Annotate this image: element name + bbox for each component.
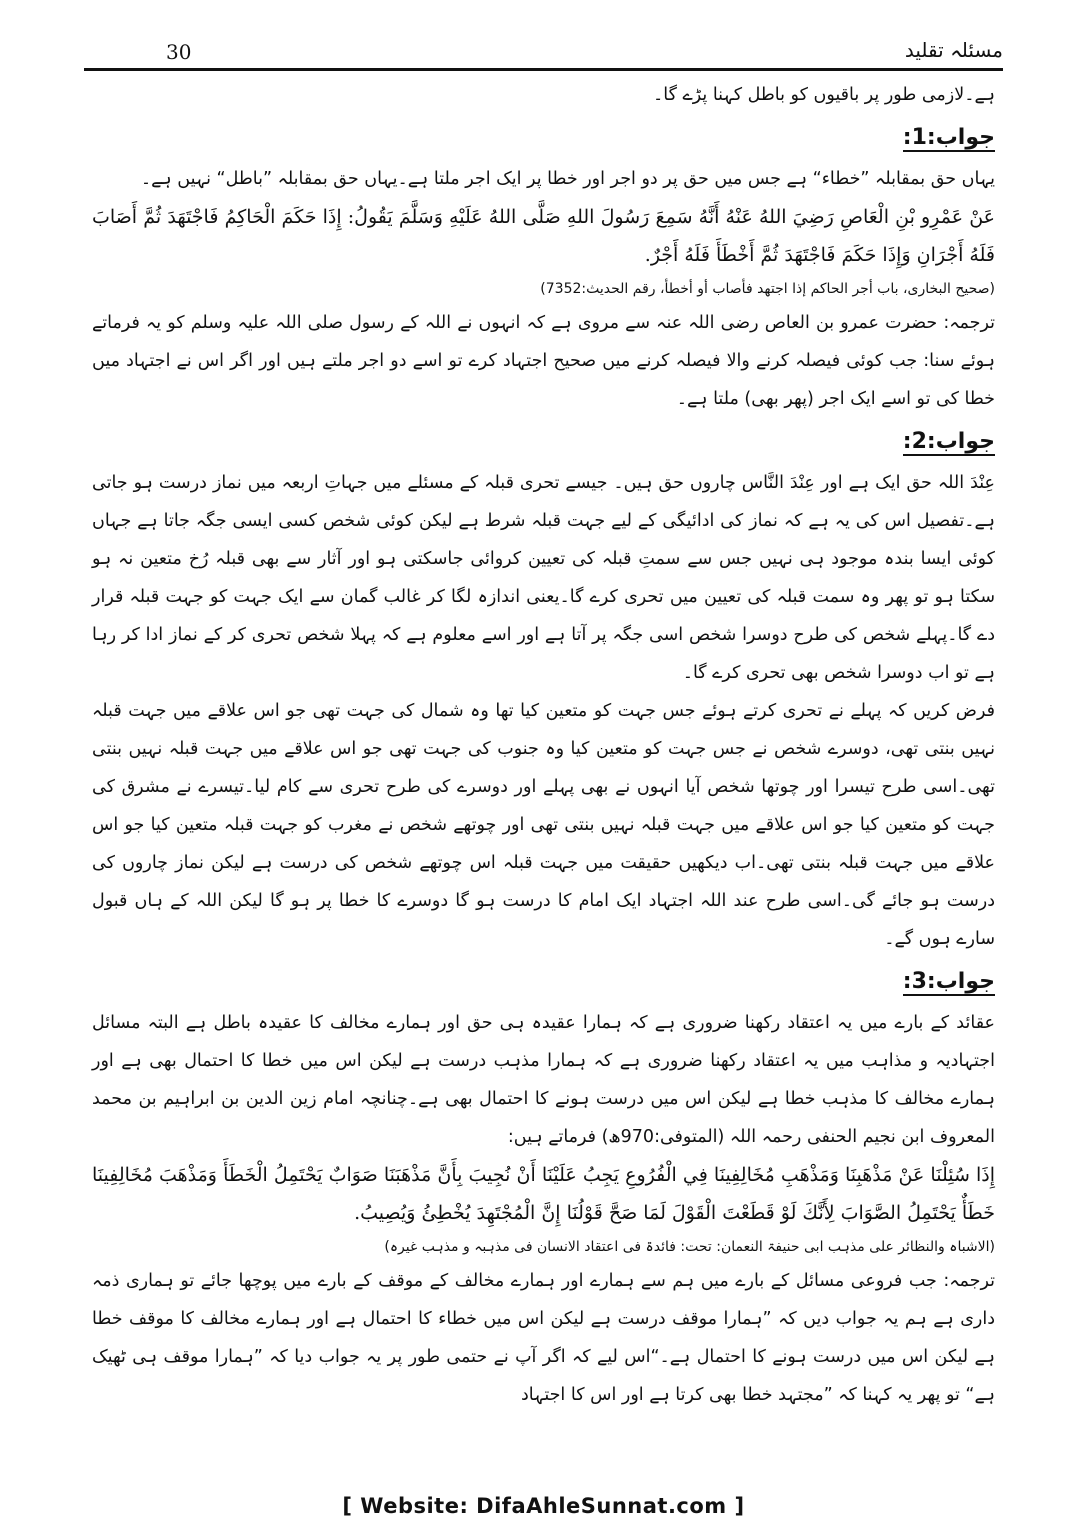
answer2-heading-text: جواب:2:	[902, 429, 995, 454]
translation-label: ترجمہ:	[943, 313, 995, 333]
answer2-paragraph-1: عِنْدَ اللہ حق ایک ہے اور عِنْدَ النَّاس چاروں حق ہیں۔ جیسے تحری قبلہ کے مسئلے میں جہاتِ اربعہ میں نماز درست ہو جاتی ہے۔تفصیل اس کی یہ ہے کہ نماز کی ادائیگی کے لیے جہت قبلہ شرط ہے لیکن کوئی شخص کسی ایسی جگہ جاتا ہے جہاں کوئی ایسا بندہ موجود ہی نہیں جس سے سمتِ قبلہ کی تعیین کروائی جاسکتی ہو اور آثار سے بھی قبلہ رُخ متعین نہ ہو سکتا ہو تو پھر وہ سمت قبلہ کی تعیین میں تحری کرے گا۔یعنی اندازہ لگا کر غالب گمان سے ایک جہت کو جہت قبلہ قرار دے گا۔پہلے شخص کی طرح دوسرا شخص اسی جگہ پر آتا ہے اور اسے معلوم ہے کہ پہلا شخص تحری کر کے نماز ادا کر رہا ہے تو اب دوسرا شخص بھی تحری کرے گا۔	[92, 473, 995, 683]
answer3-heading-text: جواب:3:	[902, 969, 995, 994]
page-number: 30	[166, 40, 192, 64]
page-body	[92, 76, 995, 1414]
answer1-paragraph: یہاں حق بمقابلہ ”خطاء“ ہے جس میں حق پر دو اجر اور خطا پر ایک اجر ملتا ہے۔یہاں حق بمقابلہ ”باطل“ نہیں ہے۔	[140, 169, 995, 189]
website-footer: [ Website: DifaAhleSunnat.com ]	[342, 1494, 745, 1518]
intro-line: ہے۔لازمی طور پر باقیوں کو باطل کہنا پڑے گا۔	[653, 85, 995, 105]
answer1-translation-text: حضرت عمرو بن العاص رضی اللہ عنہ سے مروی ہے کہ انہوں نے اللہ کے رسول صلی اللہ علیہ وسلم کو یہ فرماتے ہوئے سنا: جب کوئی فیصلہ کرنے والا فیصلہ کرنے میں صحیح اجتہاد کرے تو اسے دو اجر ملتے ہیں اور اگر اس نے اجتہاد میں خطا کی تو اسے ایک اجر (پھر بھی) ملتا ہے۔	[92, 313, 995, 409]
answer1-arabic-hadith: عَنْ عَمْرِو بْنِ الْعَاصِ رَضِيَ اللهُ عَنْهُ أَنَّهُ سَمِعَ رَسُولَ اللهِ صَلَّى اللهُ عَلَيْهِ وَسَلَّمَ يَقُولُ: إِذَا حَكَمَ الْحَاكِمُ فَاجْتَهَدَ ثُمَّ أَصَابَ فَلَهُ أَجْرَانِ وَإِذَا حَكَمَ فَاجْتَهَدَ ثُمَّ أَخْطَأَ فَلَهُ أَجْرٌ.	[92, 206, 995, 266]
header-rule	[84, 68, 1003, 71]
answer1-heading	[92, 118, 995, 158]
page-header	[84, 38, 1003, 68]
answer2-heading	[92, 422, 995, 462]
answer3-paragraph: عقائد کے بارے میں یہ اعتقاد رکھنا ضروری ہے کہ ہمارا عقیدہ ہی حق اور ہمارے مخالف کا عقیدہ باطل ہے البتہ مسائل اجتہادیہ و مذاہب میں یہ اعتقاد رکھنا ضروری ہے کہ ہمارا مذہب درست ہے لیکن اس میں خطا کا احتمال بھی ہے اور ہمارے مخالف کا مذہب خطا ہے لیکن اس میں درست ہونے کا احتمال بھی ہے۔چنانچہ امام زین الدین بن ابراہیم بن محمد المعروف ابن نجیم الحنفی رحمہ اللہ (المتوفی:970ھ) فرماتے ہیں:	[92, 1013, 995, 1147]
answer3-translation	[92, 1262, 995, 1414]
answer3-arabic-quote: إِذَا سُئِلْنَا عَنْ مَذْهَبِنَا وَمَذْهَبِ مُخَالِفِينَا فِي الْفُرُوعِ يَجِبُ عَلَيْنَا أَنْ نُجِيبَ بِأَنَّ مَذْهَبَنَا صَوَابٌ يَحْتَمِلُ الْخَطَأَ وَمَذْهَبَ مُخَالِفِينَا خَطَأٌ يَحْتَمِلُ الصَّوَابَ لِأَنَّكَ لَوْ قَطَعْتَ الْقَوْلَ لَمَا صَحَّ قَوْلُنَا إِنَّ الْمُجْتَهِدَ يُخْطِئُ وَيُصِيبُ.	[92, 1164, 995, 1224]
answer1-translation	[92, 304, 995, 418]
answer1-reference: (صحیح البخاری، باب أجر الحاکم إذا اجتهد فأصاب أو أخطأ، رقم الحدیث:7352)	[540, 281, 995, 297]
answer2-paragraph-2: فرض کریں کہ پہلے نے تحری کرتے ہوئے جس جہت کو متعین کیا تھا وہ شمال کی جہت تھی جو اس علاقے میں جہت قبلہ نہیں بنتی تھی، دوسرے شخص نے جس جہت کو متعین کیا وہ جنوب کی جہت تھی جو اس علاقے میں جہت قبلہ نہیں بنتی تھی۔اسی طرح تیسرا اور چوتھا شخص آیا انہوں نے بھی پہلے اور دوسرے کی طرح تحری سے کام لیا۔تیسرے نے مشرق کی جہت کو متعین کیا جو اس علاقے میں جہت قبلہ نہیں بنتی تھی اور چوتھے شخص نے مغرب کو جہت قبلہ متعین کیا جو اس علاقے میں جہت قبلہ بنتی تھی۔اب دیکھیں حقیقت میں جہت قبلہ اس چوتھے شخص کی درست ہے لیکن نماز چاروں کی درست ہو جائے گی۔اسی طرح عند اللہ اجتہاد ایک امام کا درست ہو گا دوسرے کا خطا پر ہو گا لیکن اللہ کے ہاں قبول سارے ہوں گے۔	[92, 701, 995, 949]
book-title: مسئلہ تقلید	[904, 38, 1003, 62]
answer3-heading	[92, 962, 995, 1002]
answer3-translation-text: جب فروعی مسائل کے بارے میں ہم سے ہمارے اور ہمارے مخالف کے موقف کے بارے میں پوچھا جائے تو ہماری ذمہ داری ہے ہم یہ جواب دیں کہ ”ہمارا موقف درست ہے لیکن اس میں خطاء کا احتمال ہے اور ہمارے مخالف کا موقف خطا ہے لیکن اس میں درست ہونے کا احتمال ہے۔“اس لیے کہ اگر آپ نے حتمی طور پر یہ جواب دیا کہ ”ہمارا موقف ہی ٹھیک ہے“ تو پھر یہ کہنا کہ ”مجتہد خطا بھی کرتا ہے اور اس کا اجتہاد	[92, 1271, 995, 1405]
translation-label: ترجمہ:	[943, 1271, 995, 1291]
answer1-heading-text: جواب:1:	[902, 125, 995, 150]
answer3-reference: (الاشباہ والنظائر علی مذہب ابی حنیفۃ النعمان: تحت: فائدۃ فی اعتقاد الانسان فی مذہبہ و مذہب غیرہ)	[384, 1239, 995, 1255]
